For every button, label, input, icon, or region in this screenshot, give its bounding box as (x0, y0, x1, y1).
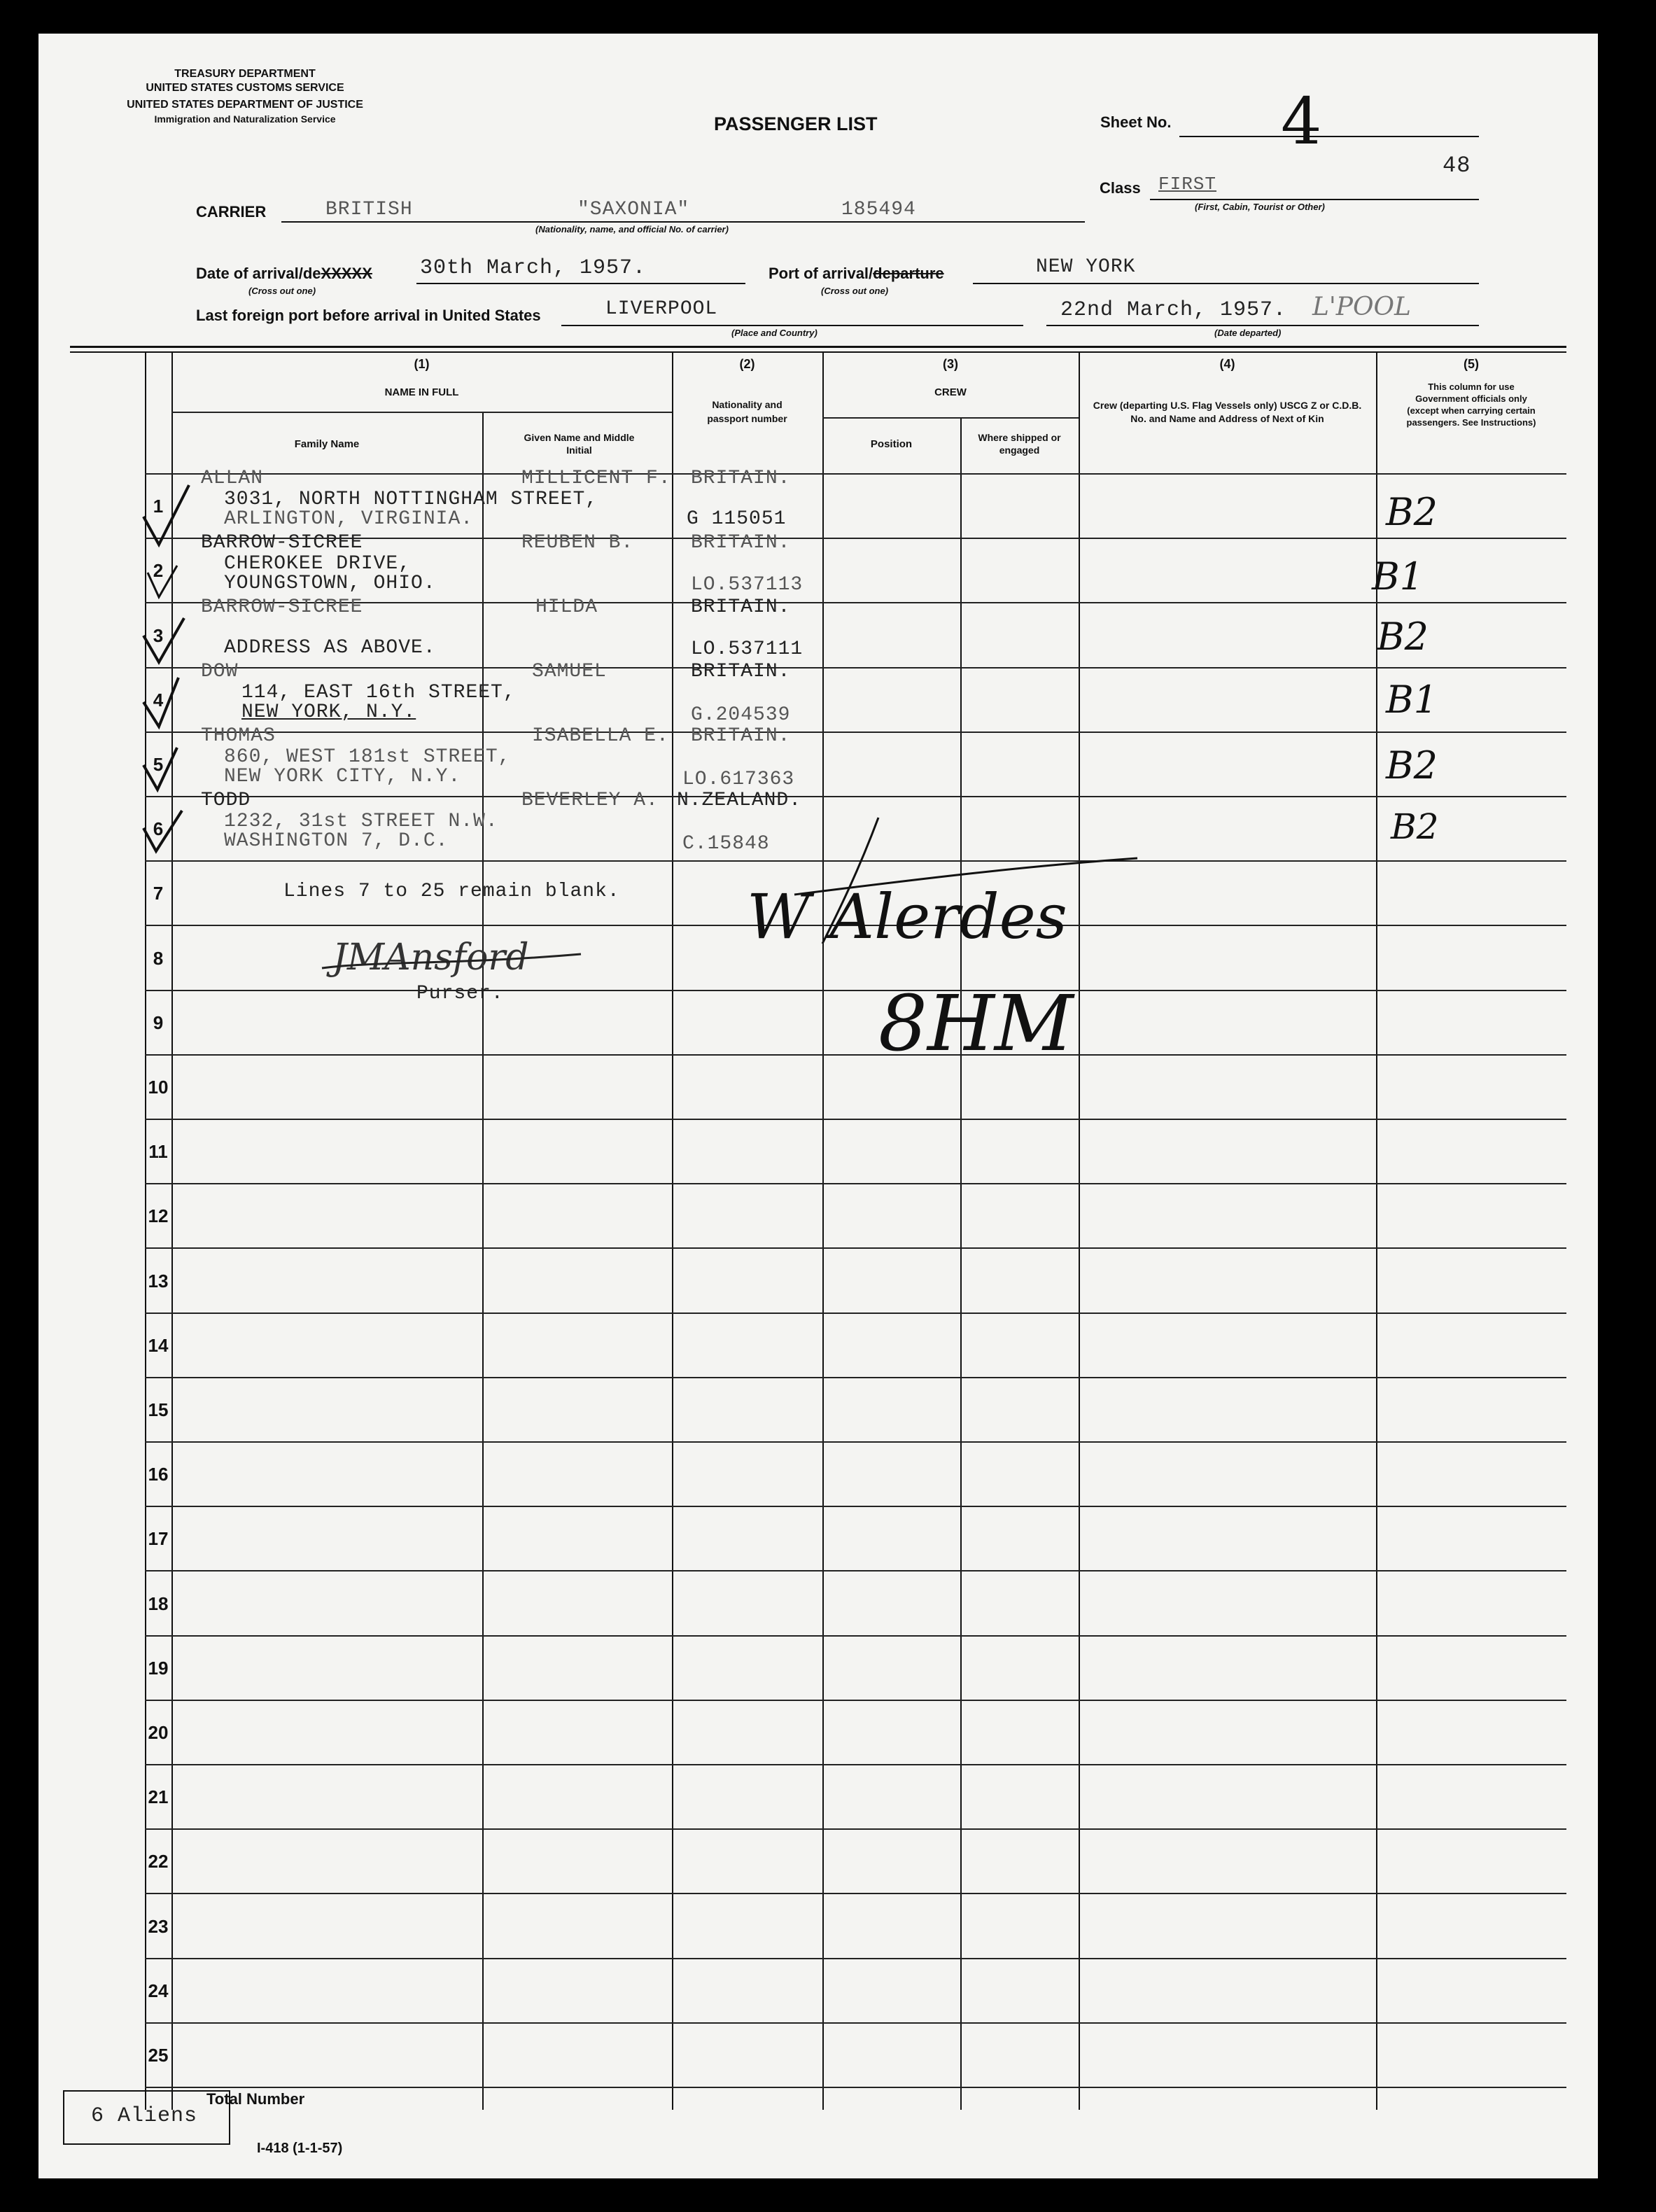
passenger-4-address2: NEW YORK, N.Y. (241, 701, 416, 723)
row-number: 10 (148, 1077, 169, 1098)
row-line (145, 1828, 1566, 1830)
check-icon (143, 485, 189, 545)
arrival-port-label (769, 265, 944, 283)
vline-col1-col2 (672, 351, 673, 2110)
passenger-2-code: B1 (1372, 554, 1424, 598)
row-number: 25 (148, 2045, 169, 2066)
passenger-5-family: THOMAS (201, 725, 276, 747)
arrival-port-label-text: Port of arrival/ (769, 265, 873, 282)
carrier-hint: (Nationality, name, and official No. of carrier) (535, 224, 729, 234)
passenger-3-code: B2 (1377, 615, 1429, 659)
agency-line-2: UNITED STATES CUSTOMS SERVICE (146, 82, 344, 94)
row-line (145, 1441, 1566, 1443)
page-number: 48 (1443, 153, 1471, 178)
passenger-6-address2: WASHINGTON 7, D.C. (224, 830, 449, 852)
passenger-3-given: HILDA (535, 596, 598, 618)
sheet-number: 4 (1281, 84, 1322, 159)
passenger-1-passport: G 115051 (687, 508, 787, 530)
row-line (145, 1183, 1566, 1184)
passenger-2-passport: LO.537113 (691, 574, 804, 596)
row-line (145, 796, 1566, 797)
passenger-1-given: MILLICENT F. (521, 468, 671, 489)
col3-title: CREW (934, 386, 967, 398)
last-port-date: 22nd March, 1957. (1060, 298, 1287, 322)
row-line (145, 1958, 1566, 1959)
col1-title: NAME IN FULL (384, 386, 459, 398)
passenger-3-family: BARROW-SICREE (201, 596, 363, 618)
arrival-port-hint: (Cross out one) (821, 286, 889, 296)
passenger-1-address1: 3031, NORTH NOTTINGHAM STREET, (224, 489, 598, 510)
passenger-5-address1: 860, WEST 181st STREET, (224, 746, 511, 768)
col2-title: Nationality and passport number (707, 399, 787, 424)
row-line (145, 1893, 1566, 1894)
col5-number: (5) (1464, 357, 1479, 371)
row-number: 14 (148, 1335, 169, 1356)
carrier-official-no: 185494 (841, 199, 916, 220)
last-port-hint: (Place and Country) (731, 328, 818, 338)
carrier-underline (281, 221, 1085, 223)
passenger-2-address2: YOUNGSTOWN, OHIO. (224, 573, 436, 594)
passenger-3-address2: ADDRESS AS ABOVE. (224, 637, 436, 659)
checkmarks (122, 468, 199, 860)
row-number: 24 (148, 1980, 169, 2001)
hline-col1-sub (171, 412, 672, 413)
last-port-value: LIVERPOOL (605, 298, 718, 320)
row-number: 18 (148, 1593, 169, 1614)
vline-family-given (482, 412, 484, 2110)
row-number: 21 (148, 1786, 169, 1807)
passenger-4-family: DOW (201, 661, 239, 682)
hline-col3-sub (822, 417, 1079, 419)
arrival-port-underline (973, 283, 1479, 284)
row-number: 15 (148, 1399, 169, 1420)
row-line (145, 1506, 1566, 1507)
row-number: 6 (153, 818, 164, 839)
arrival-date-label-text: Date of arrival/de (196, 265, 321, 282)
passenger-6-family: TODD (201, 790, 251, 811)
row-number: 19 (148, 1658, 169, 1679)
officer-signature-flourish (766, 811, 1144, 951)
row-line (145, 990, 1566, 991)
agency-line-4: Immigration and Naturalization Service (154, 113, 336, 125)
col1-number: (1) (414, 357, 430, 371)
passenger-1-code: B2 (1386, 490, 1438, 534)
check-icon (143, 618, 184, 662)
row-line (145, 1764, 1566, 1765)
last-port-date-hint: (Date departed) (1214, 328, 1282, 338)
col3-number: (3) (943, 357, 958, 371)
check-icon (143, 748, 177, 790)
row-line (145, 1700, 1566, 1701)
arrival-date-hint: (Cross out one) (248, 286, 316, 296)
row-line (145, 2022, 1566, 2024)
passenger-4-code: B1 (1386, 678, 1438, 722)
last-port-annotation: L'POOL (1312, 293, 1411, 321)
class-label: Class (1100, 179, 1141, 197)
passenger-6-nationality: N.ZEALAND. (677, 790, 802, 811)
given-name-header: Given Name and Middle Initial (524, 432, 635, 456)
passenger-list-form (38, 34, 1598, 2178)
row-line (145, 1635, 1566, 1637)
row-number: 13 (148, 1270, 169, 1292)
carrier-label: CARRIER (196, 203, 267, 220)
row-number: 11 (148, 1141, 168, 1162)
check-icon (143, 811, 182, 851)
last-port-underline (561, 325, 1023, 326)
row-number: 3 (153, 625, 164, 646)
passenger-4-passport: G.204539 (691, 704, 791, 726)
row-number: 2 (153, 560, 164, 581)
row-line (145, 1570, 1566, 1572)
form-title: PASSENGER LIST (714, 113, 878, 134)
shipped-header: Where shipped or engaged (978, 432, 1061, 456)
row-number: 9 (153, 1012, 164, 1033)
passenger-6-code: B2 (1391, 806, 1439, 847)
passenger-2-nationality: BRITAIN. (691, 532, 791, 554)
passenger-6-passport: C.15848 (682, 833, 770, 855)
row-line (145, 1119, 1566, 1120)
passenger-4-given: SAMUEL (532, 661, 607, 682)
row-line (145, 2087, 1566, 2088)
row-number: 16 (148, 1464, 169, 1485)
carrier-nationality: BRITISH (325, 199, 413, 220)
col4-number: (4) (1219, 357, 1235, 371)
row-number: 22 (148, 1851, 169, 1872)
arrival-date-struck: XXXXX (321, 265, 372, 282)
passenger-1-family: ALLAN (201, 468, 264, 489)
row-number: 23 (148, 1916, 169, 1937)
row-number: 17 (148, 1528, 169, 1549)
passenger-2-given: REUBEN B. (521, 532, 634, 554)
class-underline (1150, 199, 1479, 200)
last-port-label: Last foreign port before arrival in United States (196, 307, 541, 324)
col5-title: This column for use Government officials only (except when carrying certain passengers. See Instructions) (1406, 382, 1536, 428)
vline-col3-col4 (1079, 351, 1080, 2110)
carrier-name: "SAXONIA" (577, 199, 690, 220)
total-value: 6 Aliens (91, 2104, 198, 2128)
table-top-rule (70, 346, 1566, 348)
agency-header (80, 67, 409, 126)
passenger-4-address1: 114, EAST 16th STREET, (241, 682, 516, 704)
passenger-2-address1: CHEROKEE DRIVE, (224, 553, 412, 575)
last-port-date-underline (1046, 325, 1479, 326)
passenger-5-given: ISABELLA E. (532, 725, 669, 747)
arrival-date-underline (416, 283, 745, 284)
row-number: 20 (148, 1722, 169, 1743)
arrival-date-label (196, 265, 372, 283)
sheet-underline (1179, 136, 1479, 137)
row-line (145, 1312, 1566, 1314)
purser-label: Purser. (416, 983, 504, 1004)
row-number: 1 (153, 496, 164, 517)
row-line (145, 732, 1566, 733)
blank-lines-note: Lines 7 to 25 remain blank. (283, 881, 620, 902)
row-line (145, 1054, 1566, 1056)
passenger-5-address2: NEW YORK CITY, N.Y. (224, 766, 461, 788)
passenger-6-address1: 1232, 31st STREET N.W. (224, 811, 498, 832)
col2-number: (2) (739, 357, 755, 371)
officer-initials: 8HM (878, 979, 1074, 1068)
row-line (145, 667, 1566, 668)
row-line (145, 1377, 1566, 1378)
hline-header-bottom (145, 473, 1566, 475)
sheet-label: Sheet No. (1100, 113, 1172, 131)
table-top-rule-2 (70, 351, 1566, 353)
passenger-3-passport: LO.537111 (691, 638, 804, 660)
passenger-5-nationality: BRITAIN. (691, 725, 791, 747)
passenger-4-nationality: BRITAIN. (691, 661, 791, 682)
passenger-5-code: B2 (1386, 743, 1438, 788)
passenger-1-nationality: BRITAIN. (691, 468, 791, 489)
arrival-port-value: NEW YORK (1036, 256, 1136, 278)
row-number: 7 (153, 883, 164, 904)
passenger-2-family: BARROW-SICREE (201, 532, 363, 554)
vline-position-shipped (960, 417, 962, 2110)
row-number: 5 (153, 754, 164, 775)
passenger-5-passport: LO.617363 (682, 769, 795, 790)
row-line (145, 1247, 1566, 1249)
arrival-date-value: 30th March, 1957. (420, 256, 647, 280)
position-header: Position (870, 438, 913, 450)
passenger-3-nationality: BRITAIN. (691, 596, 791, 618)
check-icon (148, 566, 177, 597)
vline-col2-col3 (822, 351, 824, 2110)
passenger-1-address2: ARLINGTON, VIRGINIA. (224, 508, 474, 530)
row-number: 4 (153, 690, 164, 710)
row-number: 12 (148, 1205, 169, 1226)
check-icon (143, 678, 178, 727)
total-label: Total Number (206, 2090, 305, 2108)
agency-line-3: UNITED STATES DEPARTMENT OF JUSTICE (127, 99, 363, 111)
agency-line-1: TREASURY DEPARTMENT (174, 68, 316, 80)
class-hint: (First, Cabin, Tourist or Other) (1195, 202, 1325, 212)
class-value: FIRST (1158, 174, 1217, 195)
passenger-6-given: BEVERLEY A. (521, 790, 659, 811)
row-number: 8 (153, 948, 164, 969)
arrival-port-struck: departure (873, 265, 944, 282)
officer-signature: W Alerdes (747, 881, 1067, 953)
form-id: I-418 (1-1-57) (257, 2141, 343, 2156)
purser-signature: JMAnsford (332, 937, 529, 979)
family-name-header: Family Name (294, 438, 360, 450)
col4-title: Crew (departing U.S. Flag Vessels only) USCG Z or C.D.B. No. and Name and Address of Next of Kin (1093, 400, 1362, 424)
